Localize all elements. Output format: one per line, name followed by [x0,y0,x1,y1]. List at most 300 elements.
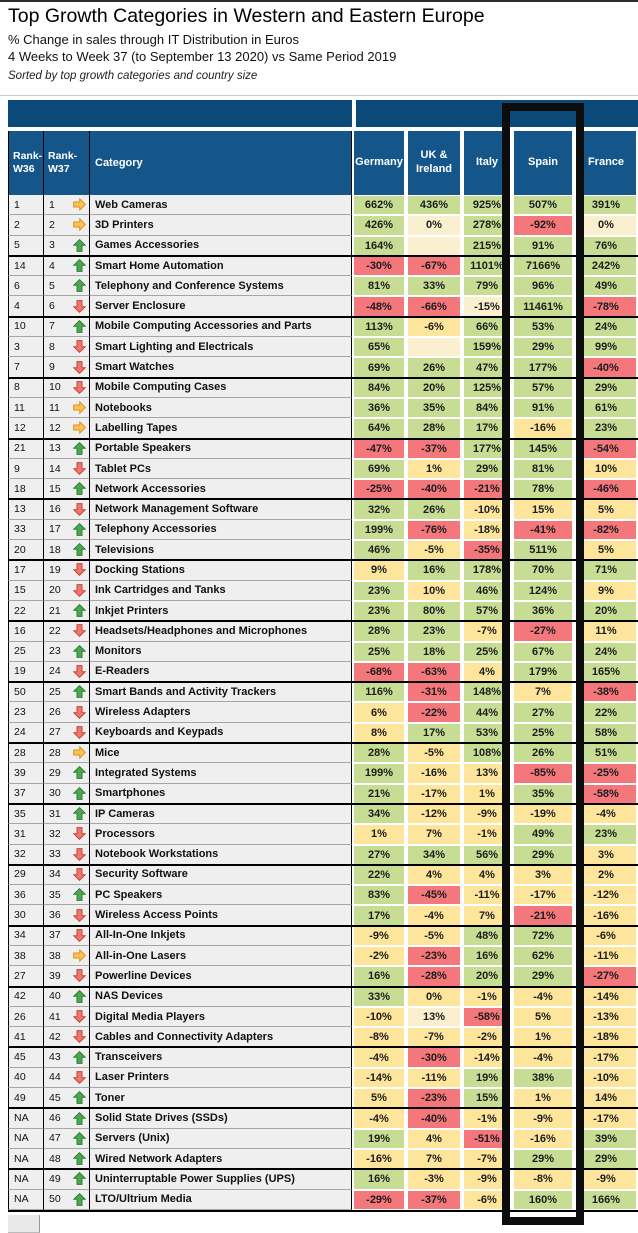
value-france: 391% [576,196,636,214]
value-spain: -41% [514,521,572,539]
value-uk-ireland: 33% [408,277,460,295]
value-cell-france [574,1007,638,1027]
value-france: -78% [576,297,636,315]
value-spain: 91% [514,399,572,417]
rank-w37-value: 15 [49,482,61,495]
value-spain: -85% [514,764,572,782]
value-uk-ireland: -30% [408,1048,460,1066]
rank-w37-value: 32 [49,827,61,840]
rank-w37-value: 18 [49,543,61,556]
header-divider-line [0,95,638,96]
value-france: 11% [576,622,636,640]
table-row [8,520,638,540]
value-germany: 199% [354,521,404,539]
table-row [8,256,638,276]
value-cell-germany [352,966,406,986]
value-cell-france [574,723,638,743]
value-france: 29% [576,379,636,397]
rank-w37-cell [44,1169,90,1189]
value-france: 0% [576,216,636,234]
category-cell: Mice [90,743,352,763]
value-cell-france [574,824,638,844]
value-germany: -4% [354,1048,404,1066]
value-cell-italy [462,195,512,215]
category-cell: Solid State Drives (SSDs) [90,1108,352,1128]
value-italy: -18% [464,521,510,539]
value-france: 2% [576,866,636,884]
trend-down-icon [73,361,86,374]
value-italy: 4% [464,663,510,681]
category-cell: Server Enclosure [90,296,352,316]
value-cell-uk-ireland [406,276,462,296]
value-italy: 125% [464,379,510,397]
rank-w37-cell [44,1047,90,1067]
value-cell-italy [462,378,512,398]
rank-w37-value: 34 [49,868,61,881]
rank-w37-cell [44,276,90,296]
value-spain: -21% [514,906,572,924]
value-germany: -2% [354,947,404,965]
value-spain: 29% [514,338,572,356]
value-italy: -35% [464,541,510,559]
rank-w37-cell [44,1088,90,1108]
rank-w37-value: 3 [49,239,55,252]
value-cell-uk-ireland [406,865,462,885]
value-italy: -9% [464,805,510,823]
rank-w37-cell [44,499,90,519]
trend-down-icon [73,706,86,719]
rank-w36-cell: NA [8,1149,44,1169]
value-cell-italy [462,276,512,296]
category-cell: Tablet PCs [90,459,352,479]
value-cell-uk-ireland [406,1190,462,1210]
rank-w37-cell [44,1149,90,1169]
top-band-right [356,100,638,127]
value-germany: -4% [354,1109,404,1127]
value-cell-spain [512,236,574,256]
page-title: Top Growth Categories in Western and Eastern Europe [8,5,485,27]
value-france: 29% [576,1150,636,1168]
rank-w37-cell [44,723,90,743]
value-cell-spain [512,1007,574,1027]
value-cell-italy [462,317,512,337]
column-header-france: France [576,131,636,195]
value-cell-france [574,1169,638,1189]
value-cell-germany [352,398,406,418]
value-cell-uk-ireland [406,1007,462,1027]
value-spain: 145% [514,440,572,458]
value-france: 10% [576,460,636,478]
value-cell-germany [352,1190,406,1210]
category-cell: E-Readers [90,662,352,682]
value-italy: 29% [464,460,510,478]
trend-up-icon [73,239,86,252]
table-row [8,926,638,946]
category-cell: All-in-One Lasers [90,946,352,966]
trend-down-icon [73,868,86,881]
value-germany: 199% [354,764,404,782]
value-germany: 65% [354,338,404,356]
trend-same-icon [73,746,86,759]
value-cell-spain [512,1108,574,1128]
value-france: -82% [576,521,636,539]
value-cell-uk-ireland [406,845,462,865]
value-cell-france [574,540,638,560]
rank-w37-value: 46 [49,1112,61,1124]
value-france: -16% [576,906,636,924]
value-france: 5% [576,541,636,559]
value-france: 51% [576,744,636,762]
trend-down-icon [73,726,86,739]
rank-w36-cell: NA [8,1129,44,1149]
value-cell-france [574,946,638,966]
value-germany: 426% [354,216,404,234]
value-cell-germany [352,885,406,905]
value-uk-ireland: -67% [408,257,460,275]
value-cell-france [574,885,638,905]
value-cell-france [574,581,638,601]
value-cell-italy [462,1129,512,1149]
value-cell-germany [352,459,406,479]
page-top-border [0,0,638,2]
value-cell-spain [512,824,574,844]
value-cell-uk-ireland [406,256,462,276]
value-spain: 26% [514,744,572,762]
value-cell-spain [512,276,574,296]
category-cell: Smart Lighting and Electricals [90,337,352,357]
rank-w37-cell [44,236,90,256]
value-cell-spain [512,987,574,1007]
rank-w36-cell: 3 [8,337,44,357]
value-italy: 16% [464,947,510,965]
value-cell-uk-ireland [406,296,462,316]
value-uk-ireland: -5% [408,927,460,945]
value-spain: 29% [514,1150,572,1168]
rank-w37-value: 44 [49,1071,61,1084]
table-body [8,195,638,1210]
value-italy: 53% [464,724,510,742]
value-germany: 1% [354,825,404,843]
value-cell-germany [352,804,406,824]
rank-w37-value: 29 [49,766,61,779]
value-cell-spain [512,621,574,641]
category-cell: Keyboards and Keypads [90,723,352,743]
value-cell-spain [512,804,574,824]
rank-w37-value: 37 [49,929,61,942]
table-row [8,195,638,215]
value-cell-france [574,560,638,580]
category-cell: Smart Home Automation [90,256,352,276]
table-row [8,1149,638,1169]
category-cell: Telephony Accessories [90,520,352,540]
value-uk-ireland: 4% [408,866,460,884]
category-cell: Uninterruptable Power Supplies (UPS) [90,1169,352,1189]
category-cell: Toner [90,1088,352,1108]
rank-w37-value: 25 [49,685,61,698]
value-spain: -92% [514,216,572,234]
value-cell-uk-ireland [406,885,462,905]
value-italy: -11% [464,886,510,904]
value-germany: -9% [354,927,404,945]
value-cell-germany [352,1068,406,1088]
value-uk-ireland: 436% [408,196,460,214]
value-cell-france [574,296,638,316]
value-cell-germany [352,195,406,215]
value-uk-ireland: 4% [408,1130,460,1148]
value-uk-ireland: -28% [408,967,460,985]
column-header-spain: Spain [514,131,572,195]
value-cell-italy [462,743,512,763]
value-germany: 662% [354,196,404,214]
rank-w37-cell [44,824,90,844]
value-cell-germany [352,865,406,885]
value-italy: 178% [464,561,510,579]
value-cell-italy [462,357,512,377]
value-cell-germany [352,418,406,438]
category-cell: Transceivers [90,1047,352,1067]
rank-w37-value: 16 [49,503,61,516]
value-cell-france [574,784,638,804]
table-row [8,1007,638,1027]
table-row [8,296,638,316]
rank-w36-cell: NA [8,1190,44,1210]
value-cell-uk-ireland [406,479,462,499]
value-cell-uk-ireland [406,987,462,1007]
rank-w36-cell: 13 [8,499,44,519]
value-cell-uk-ireland [406,642,462,662]
table-row [8,642,638,662]
value-spain: 7% [514,683,572,701]
rank-w37-cell [44,865,90,885]
rank-w36-cell: 14 [8,256,44,276]
value-spain: 78% [514,480,572,498]
value-spain: 81% [514,460,572,478]
value-spain: 124% [514,582,572,600]
value-cell-spain [512,763,574,783]
value-cell-spain [512,662,574,682]
value-italy: 1101% [464,257,510,275]
trend-down-icon [73,665,86,678]
value-germany: -8% [354,1028,404,1046]
value-uk-ireland [408,338,460,356]
value-cell-france [574,357,638,377]
value-cell-spain [512,682,574,702]
value-germany: 36% [354,399,404,417]
rank-w36-cell: 18 [8,479,44,499]
value-cell-france [574,743,638,763]
value-cell-italy [462,987,512,1007]
value-cell-germany [352,357,406,377]
value-spain: -19% [514,805,572,823]
value-cell-italy [462,845,512,865]
trend-up-icon [73,1172,86,1185]
rank-w36-cell: 2 [8,215,44,235]
value-cell-france [574,1149,638,1169]
value-germany: 46% [354,541,404,559]
value-france: 14% [576,1089,636,1107]
value-spain: 15% [514,500,572,518]
table-row [8,418,638,438]
value-france: 49% [576,277,636,295]
value-cell-spain [512,1068,574,1088]
table-row [8,439,638,459]
growth-table [8,100,638,1212]
value-uk-ireland: 34% [408,846,460,864]
value-cell-france [574,1027,638,1047]
value-spain: 1% [514,1089,572,1107]
rank-w37-value: 7 [49,320,55,333]
value-spain: -8% [514,1170,572,1188]
table-row [8,540,638,560]
rank-w37-cell [44,296,90,316]
value-italy: 66% [464,318,510,336]
trend-up-icon [73,259,86,272]
category-cell: Portable Speakers [90,439,352,459]
value-uk-ireland: -37% [408,440,460,458]
value-france: -9% [576,1170,636,1188]
rank-w37-cell [44,1190,90,1210]
value-france: 22% [576,703,636,721]
value-cell-italy [462,1169,512,1189]
rank-w37-value: 20 [49,584,61,597]
value-italy: 48% [464,927,510,945]
value-cell-italy [462,662,512,682]
trend-up-icon [73,990,86,1003]
value-cell-france [574,317,638,337]
trend-down-icon [73,462,86,475]
value-france: 61% [576,399,636,417]
category-cell: All-In-One Inkjets [90,926,352,946]
rank-w37-value: 41 [49,1010,61,1023]
value-cell-germany [352,905,406,925]
value-cell-uk-ireland [406,418,462,438]
trend-up-icon [73,807,86,820]
value-france: 23% [576,825,636,843]
value-cell-france [574,398,638,418]
value-uk-ireland: -40% [408,1109,460,1127]
rank-w37-value: 30 [49,787,61,800]
trend-same-icon [73,218,86,231]
value-uk-ireland: -63% [408,663,460,681]
value-uk-ireland: -40% [408,480,460,498]
value-cell-uk-ireland [406,1129,462,1149]
rank-w36-cell: NA [8,1108,44,1128]
value-cell-france [574,520,638,540]
value-cell-france [574,804,638,824]
table-row [8,1169,638,1189]
trend-down-icon [73,563,86,576]
value-uk-ireland: -45% [408,886,460,904]
value-cell-spain [512,1190,574,1210]
value-cell-spain [512,1027,574,1047]
value-cell-france [574,459,638,479]
value-italy: -1% [464,825,510,843]
value-uk-ireland: 35% [408,399,460,417]
trend-up-icon [73,1132,86,1145]
value-uk-ireland: -31% [408,683,460,701]
table-row [8,763,638,783]
partial-next-cell [8,1215,40,1233]
value-cell-italy [462,1007,512,1027]
value-cell-spain [512,337,574,357]
rank-w36-cell: 27 [8,966,44,986]
rank-w36-cell: 21 [8,439,44,459]
value-cell-italy [462,540,512,560]
rank-w37-cell [44,1129,90,1149]
rank-w36-cell: 8 [8,378,44,398]
rank-w36-cell: 4 [8,296,44,316]
rank-w37-cell [44,1027,90,1047]
value-germany: 113% [354,318,404,336]
value-germany: -68% [354,663,404,681]
value-france: 76% [576,237,636,255]
trend-up-icon [73,645,86,658]
value-germany: -29% [354,1191,404,1209]
rank-w37-cell [44,642,90,662]
value-cell-italy [462,215,512,235]
rank-w37-cell [44,804,90,824]
value-france: -12% [576,886,636,904]
value-cell-italy [462,601,512,621]
category-cell: Mobile Computing Accessories and Parts [90,317,352,337]
value-uk-ireland: -6% [408,318,460,336]
value-cell-spain [512,195,574,215]
value-cell-italy [462,418,512,438]
value-france: 165% [576,663,636,681]
value-spain: -4% [514,1048,572,1066]
value-cell-uk-ireland [406,317,462,337]
rank-w36-cell: 40 [8,1068,44,1088]
rank-w36-cell: 23 [8,702,44,722]
rank-w36-cell: 36 [8,885,44,905]
category-cell: Monitors [90,642,352,662]
value-uk-ireland: 18% [408,643,460,661]
value-spain: 160% [514,1191,572,1209]
value-cell-uk-ireland [406,520,462,540]
value-germany: 34% [354,805,404,823]
value-france: -38% [576,683,636,701]
value-germany: -16% [354,1150,404,1168]
value-italy: -21% [464,480,510,498]
trend-same-icon [73,421,86,434]
rank-w37-value: 47 [49,1132,61,1145]
value-cell-germany [352,499,406,519]
value-cell-germany [352,662,406,682]
value-cell-spain [512,1088,574,1108]
value-uk-ireland: 23% [408,622,460,640]
value-italy: -7% [464,1150,510,1168]
value-cell-italy [462,642,512,662]
value-cell-france [574,845,638,865]
category-cell: Integrated Systems [90,763,352,783]
rank-w36-cell: 31 [8,824,44,844]
value-cell-germany [352,479,406,499]
rank-w37-cell [44,317,90,337]
value-cell-uk-ireland [406,439,462,459]
value-uk-ireland: -66% [408,297,460,315]
value-cell-uk-ireland [406,1169,462,1189]
value-cell-uk-ireland [406,804,462,824]
value-spain: 49% [514,825,572,843]
value-france: 39% [576,1130,636,1148]
value-germany: 28% [354,622,404,640]
value-cell-spain [512,702,574,722]
trend-up-icon [73,1152,86,1165]
value-uk-ireland: 20% [408,379,460,397]
rank-w36-cell: 28 [8,743,44,763]
rank-w36-cell: 39 [8,763,44,783]
value-spain: 29% [514,967,572,985]
